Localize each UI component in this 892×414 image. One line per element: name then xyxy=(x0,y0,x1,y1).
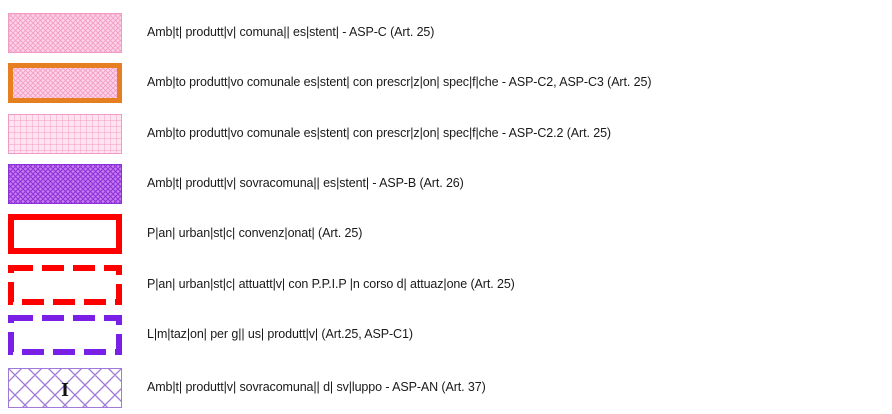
legend-item-asp-an xyxy=(0,368,892,414)
purple-crosshatch-swatch xyxy=(8,164,122,204)
legend-item-limitazioni xyxy=(0,315,892,361)
pink-grid-pattern xyxy=(8,114,122,154)
pink-crosshatch-pattern xyxy=(8,13,122,53)
red-dashed-border-swatch xyxy=(8,265,122,305)
red-solid-border-swatch xyxy=(8,214,122,254)
swatch-letter: I xyxy=(61,379,69,401)
purple-diagonal-lattice-swatch xyxy=(8,368,122,408)
legend-label: Amb|to produtt|vo comunale es|stent| con prescr|z|on| spec|f|che - ASP-C2.2 (Art. 25) xyxy=(147,126,611,140)
pink-crosshatch-orange-border-pattern xyxy=(8,63,122,103)
legend-item-piani-ppip xyxy=(0,265,892,311)
legend-label: L|m|taz|on| per g|| us| produtt|v| (Art.25, ASP-C1) xyxy=(147,327,413,341)
legend-item-asp-b xyxy=(0,164,892,210)
red-solid-border-shape xyxy=(8,214,122,254)
legend-label: P|an| urban|st|c| convenz|onat| (Art. 25) xyxy=(147,226,363,240)
legend-label: Amb|t| produtt|v| sovracomuna|| es|stent| - ASP-B (Art. 26) xyxy=(147,176,464,190)
pink-crosshatch-orange-border-swatch xyxy=(8,63,122,103)
legend-item-asp-c2-c3 xyxy=(0,63,892,109)
red-dashed-border-shape xyxy=(8,265,122,305)
pink-crosshatch-swatch xyxy=(8,13,122,53)
purple-dashed-border-swatch xyxy=(8,315,122,355)
legend-label: Amb|t| produtt|v| sovracomuna|| d| sv|luppo - ASP-AN (Art. 37) xyxy=(147,380,486,394)
purple-diagonal-lattice-pattern xyxy=(8,368,122,408)
legend-item-asp-c2-2 xyxy=(0,114,892,160)
legend-item-asp-c xyxy=(0,13,892,59)
purple-dashed-border-shape xyxy=(8,315,122,355)
legend-label: P|an| urban|st|c| attuatt|v| con P.P.I.P |n corso d| attuaz|one (Art. 25) xyxy=(147,277,515,291)
legend-item-piani-convenzionati xyxy=(0,214,892,260)
pink-grid-swatch xyxy=(8,114,122,154)
purple-crosshatch-pattern xyxy=(8,164,122,204)
legend-label: Amb|t| produtt|v| comuna|| es|stent| - ASP-C (Art. 25) xyxy=(147,25,435,39)
legend-label: Amb|to produtt|vo comunale es|stent| con prescr|z|on| spec|f|che - ASP-C2, ASP-C3 (Art. 25) xyxy=(147,75,652,89)
